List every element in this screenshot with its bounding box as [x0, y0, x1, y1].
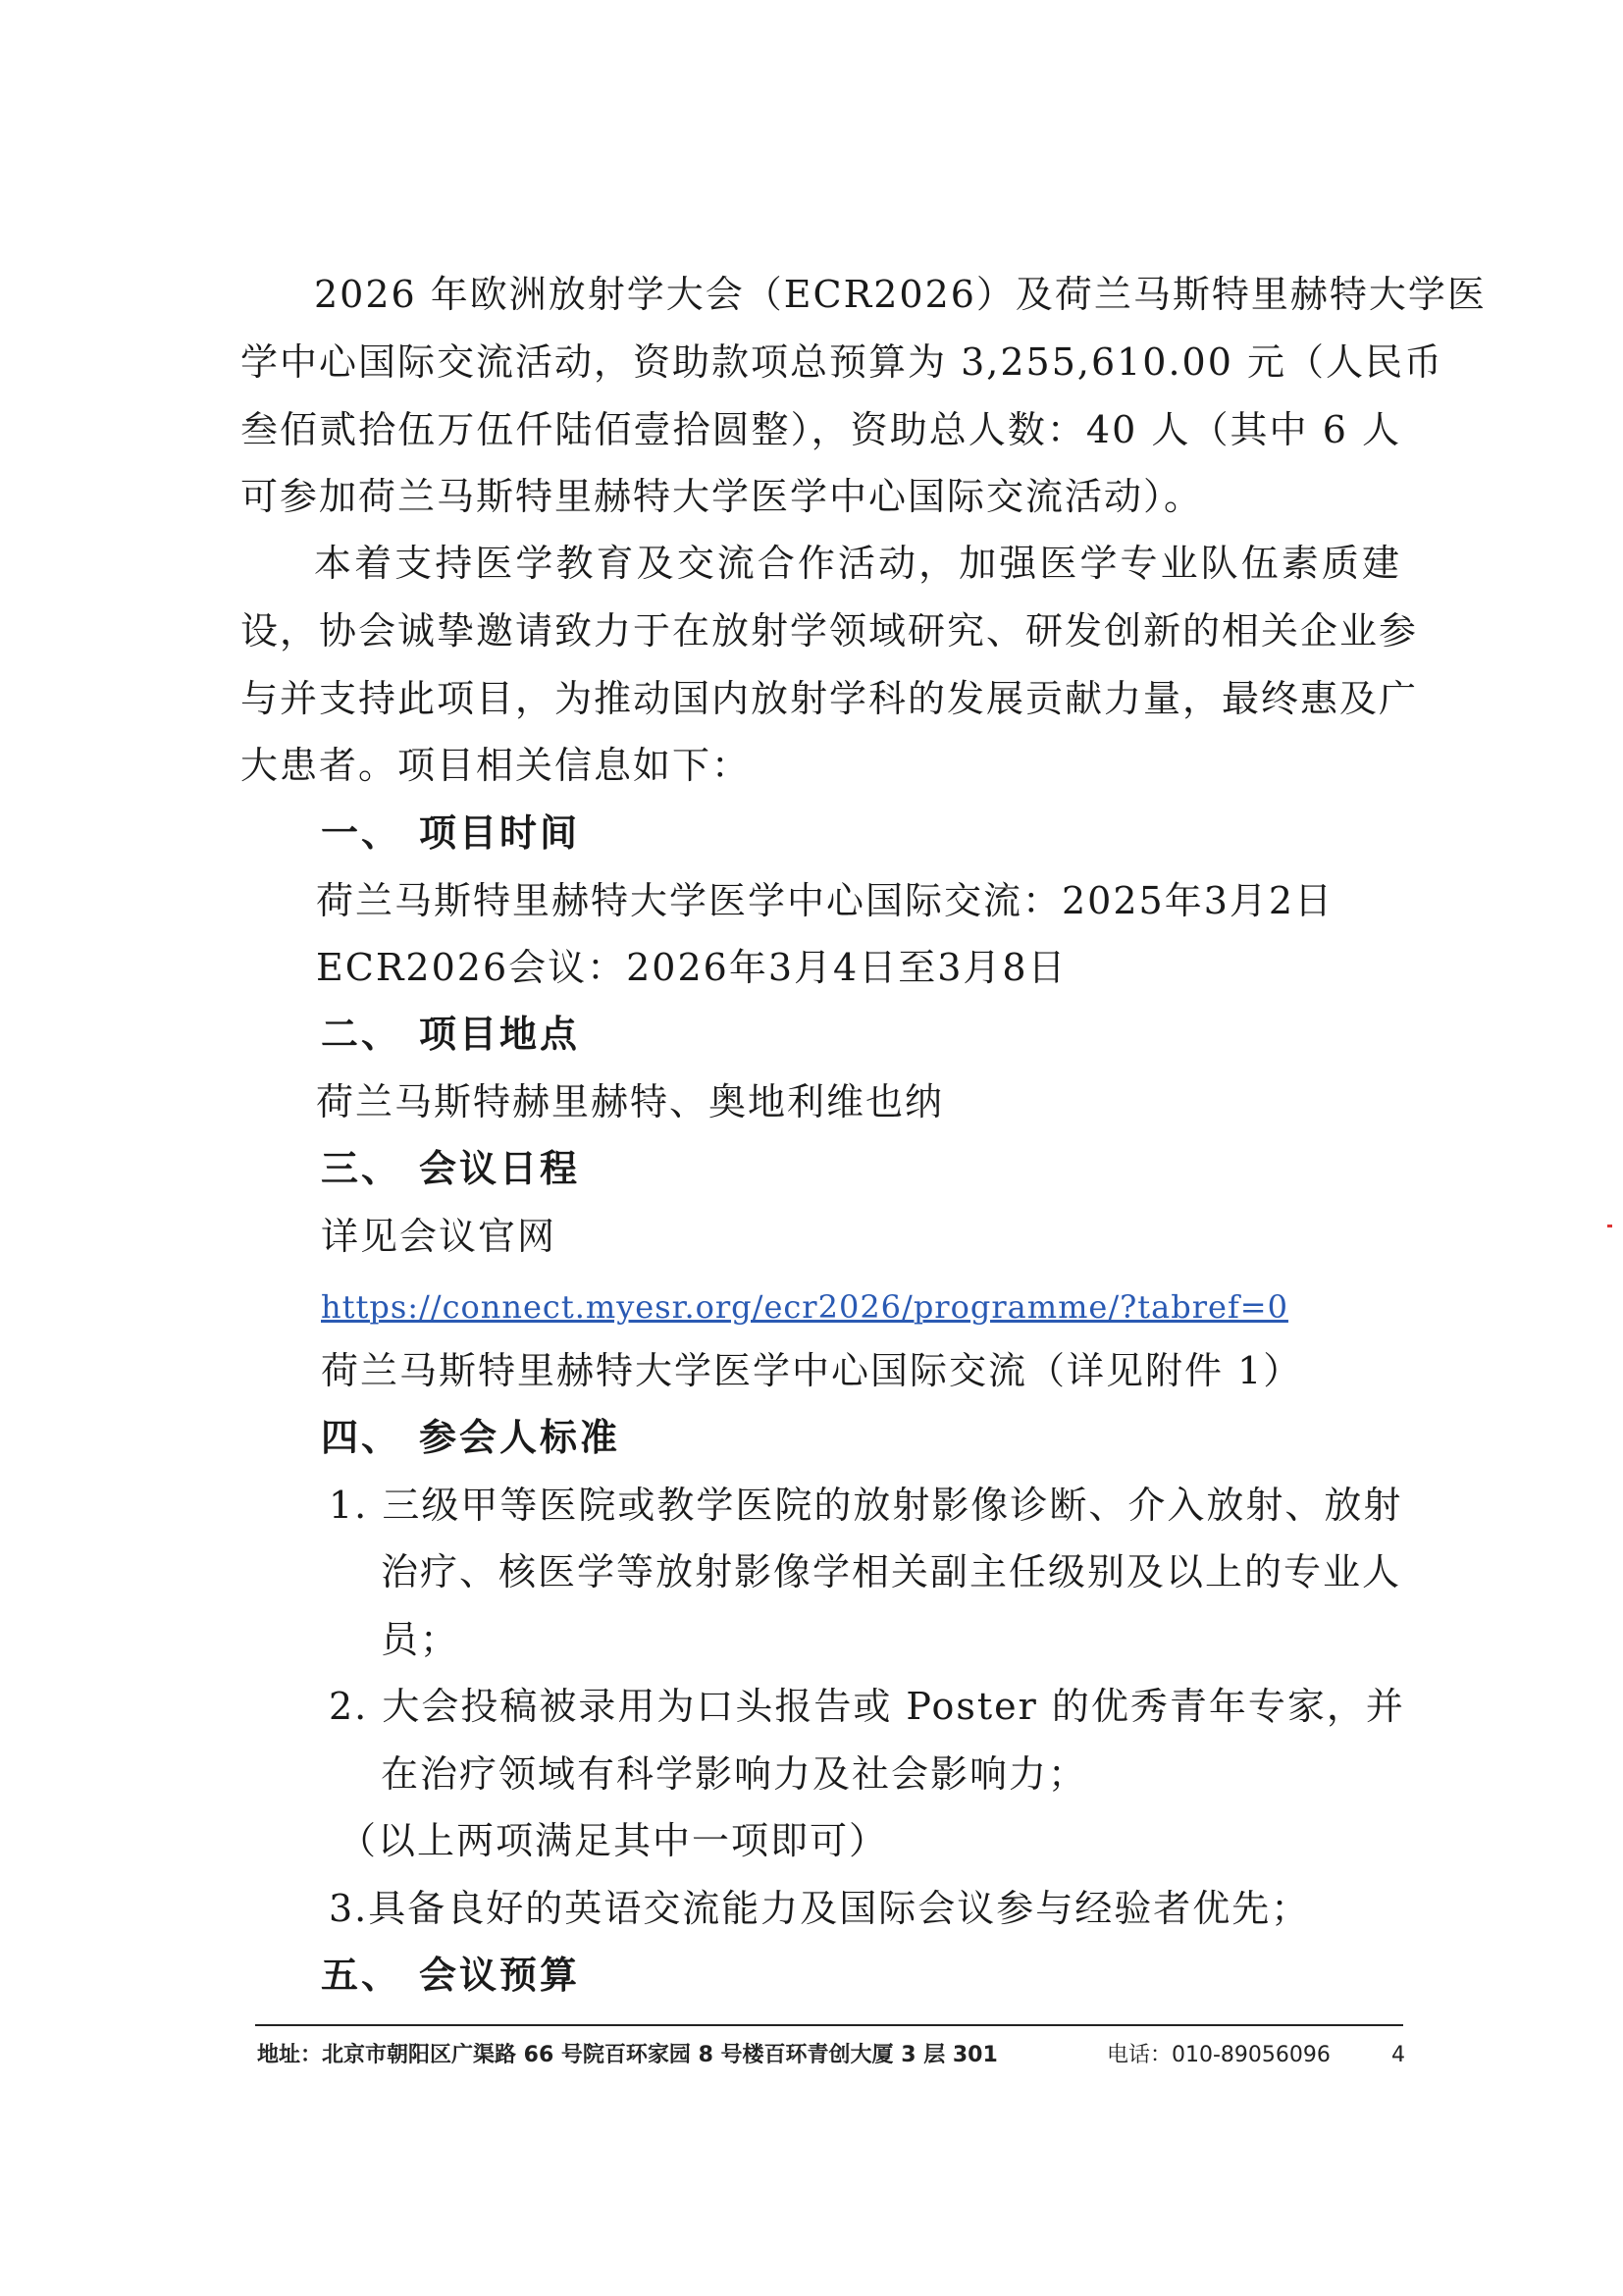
paragraph-1-line-3: 叁佰贰拾伍万伍仟陆佰壹拾圆整），资助总人数：40 人（其中 6 人 — [240, 408, 1401, 451]
paragraph-2-line-2: 设，协会诚挚邀请致力于在放射学领域研究、研发创新的相关企业参 — [240, 609, 1419, 652]
footer-address: 地址：北京市朝阳区广渠路 66 号院百环家园 8 号楼百环青创大厦 3 层 301 — [257, 2043, 998, 2067]
scan-speck — [1607, 1225, 1612, 1227]
section-5-heading — [321, 1952, 580, 1999]
criteria-item-1-line-2: 治疗、核医学等放射影像学相关副主任级别及以上的专业人 — [381, 1550, 1402, 1593]
section-1-line-1: 荷兰马斯特里赫特大学医学中心国际交流：2025年3月2日 — [316, 879, 1335, 922]
section-1-line-2: ECR2026会议：2026年3月4日至3月8日 — [316, 946, 1068, 989]
section-2-heading — [321, 1011, 580, 1058]
programme-link[interactable]: https://connect.myesr.org/ecr2026/programme/?tabref=0 — [321, 1288, 1288, 1326]
section-3-number: 三、 — [321, 1147, 402, 1190]
paragraph-1-line-4: 可参加荷兰马斯特里赫特大学医学中心国际交流活动）。 — [240, 475, 1204, 518]
paragraph-2-line-3: 与并支持此项目，为推动国内放射学科的发展贡献力量，最终惠及广 — [240, 677, 1419, 720]
page-number: 4 — [1391, 2043, 1405, 2067]
criteria-item-3: 3.具备良好的英语交流能力及国际会议参与经验者优先； — [329, 1887, 1311, 1930]
section-5-title: 会议预算 — [419, 1954, 581, 1997]
footer-divider — [255, 2024, 1403, 2026]
section-5-number: 五、 — [321, 1954, 402, 1997]
section-2-number: 二、 — [321, 1013, 402, 1056]
footer-phone: 电话：010-89056096 — [1107, 2043, 1331, 2067]
section-4-heading — [321, 1414, 620, 1461]
paragraph-1-line-1: 2026 年欧洲放射学大会（ECR2026）及荷兰马斯特里赫特大学医 — [314, 273, 1487, 316]
section-3-heading — [321, 1145, 580, 1192]
criteria-note: （以上两项满足其中一项即可） — [339, 1819, 889, 1862]
criteria-item-1-line-1: 1. 三级甲等医院或教学医院的放射影像诊断、介入放射、放射 — [329, 1484, 1403, 1527]
paragraph-2-line-1: 本着支持医学教育及交流合作活动，加强医学专业队伍素质建 — [314, 542, 1401, 585]
paragraph-1-line-2: 学中心国际交流活动，资助款项总预算为 3,255,610.00 元（人民币 — [240, 340, 1443, 384]
section-4-number: 四、 — [321, 1416, 402, 1459]
criteria-item-1-line-3: 员； — [381, 1618, 460, 1661]
section-2-line-1: 荷兰马斯特赫里赫特、奥地利维也纳 — [316, 1080, 945, 1123]
section-4-title: 参会人标准 — [419, 1416, 621, 1459]
section-3-line-1: 详见会议官网 — [321, 1215, 557, 1258]
section-3-title: 会议日程 — [419, 1147, 581, 1190]
criteria-item-2-line-1: 2. 大会投稿被录用为口头报告或 Poster 的优秀青年专家，并 — [329, 1685, 1405, 1728]
section-1-heading — [321, 809, 580, 857]
section-1-number: 一、 — [321, 811, 402, 855]
section-2-title: 项目地点 — [419, 1013, 581, 1056]
section-3-after-link: 荷兰马斯特里赫特大学医学中心国际交流（详见附件 1） — [321, 1349, 1303, 1392]
paragraph-2-line-4: 大患者。项目相关信息如下： — [240, 744, 752, 787]
criteria-item-2-line-2: 在治疗领域有科学影响力及社会影响力； — [381, 1752, 1088, 1796]
section-1-title: 项目时间 — [419, 811, 581, 855]
